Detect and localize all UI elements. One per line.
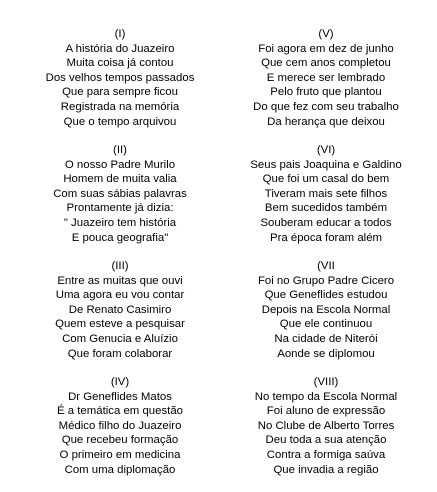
- verse-line: Que foi um casal do bem: [262, 173, 390, 186]
- verse-line: Seus pais Joaquina e Galdino: [250, 158, 402, 171]
- verse-line: No tempo da Escola Normal: [254, 390, 398, 403]
- verse-line: Que foram colaborar: [67, 347, 173, 360]
- verse-line: E pouca geografia": [71, 231, 169, 244]
- verse-line: Prontamente já dizia:: [66, 202, 174, 215]
- verse-line: A história do Juazeiro: [65, 42, 175, 55]
- verse-line: Do que fez com seu trabalho: [253, 100, 399, 113]
- verse-line: Que invadia a região: [273, 463, 379, 476]
- stanza-number: (V): [318, 28, 334, 40]
- verse-line: Que para sempre ficou: [62, 86, 178, 99]
- verse-line: Médico filho do Juazeiro: [58, 419, 182, 432]
- verse-line: Uma agora eu vou contar: [55, 289, 185, 302]
- verse-line: Foi no Grupo Padre Cicero: [257, 274, 395, 287]
- left-column: [20, 27, 220, 491]
- verse-line: Dr Geneflides Matos: [68, 390, 172, 403]
- verse-line: Foi agora em dez de junho: [258, 42, 394, 55]
- verse-line: Que Geneflides estudou: [264, 289, 388, 302]
- verse-line: Aonde se diplomou: [277, 347, 375, 360]
- verse-line: Registrada na memória: [60, 100, 180, 113]
- verse-line: Bem sucedidos também: [264, 202, 388, 215]
- verse-line: Que ele continuou: [279, 318, 373, 331]
- verse-line: O primeiro em medicina: [59, 448, 181, 461]
- verse-line: Com suas sábias palavras: [53, 187, 187, 200]
- stanza-8: [226, 375, 426, 491]
- stanza-number: (VI): [316, 144, 336, 156]
- verse-line: Na cidade de Niterói: [274, 332, 378, 345]
- verse-line: Contra a formiga saúva: [266, 448, 386, 461]
- verse-line: Muita coisa já contou: [66, 57, 174, 70]
- stanza-number: (IV): [110, 376, 130, 388]
- verse-line: E merece ser lembrado: [266, 71, 386, 84]
- verse-line: Pra época foram além: [269, 231, 383, 244]
- verse-line: Foi aluno de expressão: [266, 405, 386, 418]
- verse-line: Tiveram mais sete filhos: [264, 187, 388, 200]
- verse-line: Deu toda a sua atenção: [265, 434, 387, 447]
- stanza-3: [20, 259, 220, 375]
- verse-line: Que cem anos completou: [261, 57, 391, 70]
- verse-line: De Renato Casimiro: [68, 303, 172, 316]
- verse-line: " Juazeiro tem história: [63, 216, 177, 229]
- verse-line: Pelo fruto que plantou: [270, 86, 382, 99]
- stanza-number: (III): [111, 260, 129, 272]
- verse-line: Souberam educar a todos: [260, 216, 392, 229]
- verse-line: Homem de muita valia: [63, 173, 177, 186]
- verse-line: Depois na Escola Normal: [261, 303, 391, 316]
- stanza-number: (II): [113, 144, 127, 156]
- verse-line: Com uma diplomação: [64, 463, 176, 476]
- verse-line: Que recebeu formação: [61, 434, 179, 447]
- stanza-6: [226, 143, 426, 259]
- verse-line: Com Genucia e Aluízio: [62, 332, 178, 345]
- right-column: [226, 27, 426, 491]
- stanza-number: (I): [114, 28, 126, 40]
- verse-line: É a temática em questão: [57, 405, 183, 418]
- verse-line: Que o tempo arquivou: [63, 115, 177, 128]
- verse-line: Da herança que deixou: [267, 115, 385, 128]
- stanza-2: [20, 143, 220, 259]
- verse-line: Entre as muitas que ouvi: [57, 274, 183, 287]
- verse-line: Quem esteve a pesquisar: [55, 318, 185, 331]
- verse-line: O nosso Padre Murilo: [64, 158, 176, 171]
- stanza-number: (VIII): [313, 376, 339, 388]
- verse-line: No Clube de Alberto Torres: [257, 419, 395, 432]
- stanza-4: [20, 375, 220, 491]
- verse-line: Dos velhos tempos passados: [45, 71, 195, 84]
- stanza-number: (VII: [317, 260, 335, 272]
- stanza-5: [226, 27, 426, 143]
- stanza-7: [226, 259, 426, 375]
- stanza-1: [20, 27, 220, 143]
